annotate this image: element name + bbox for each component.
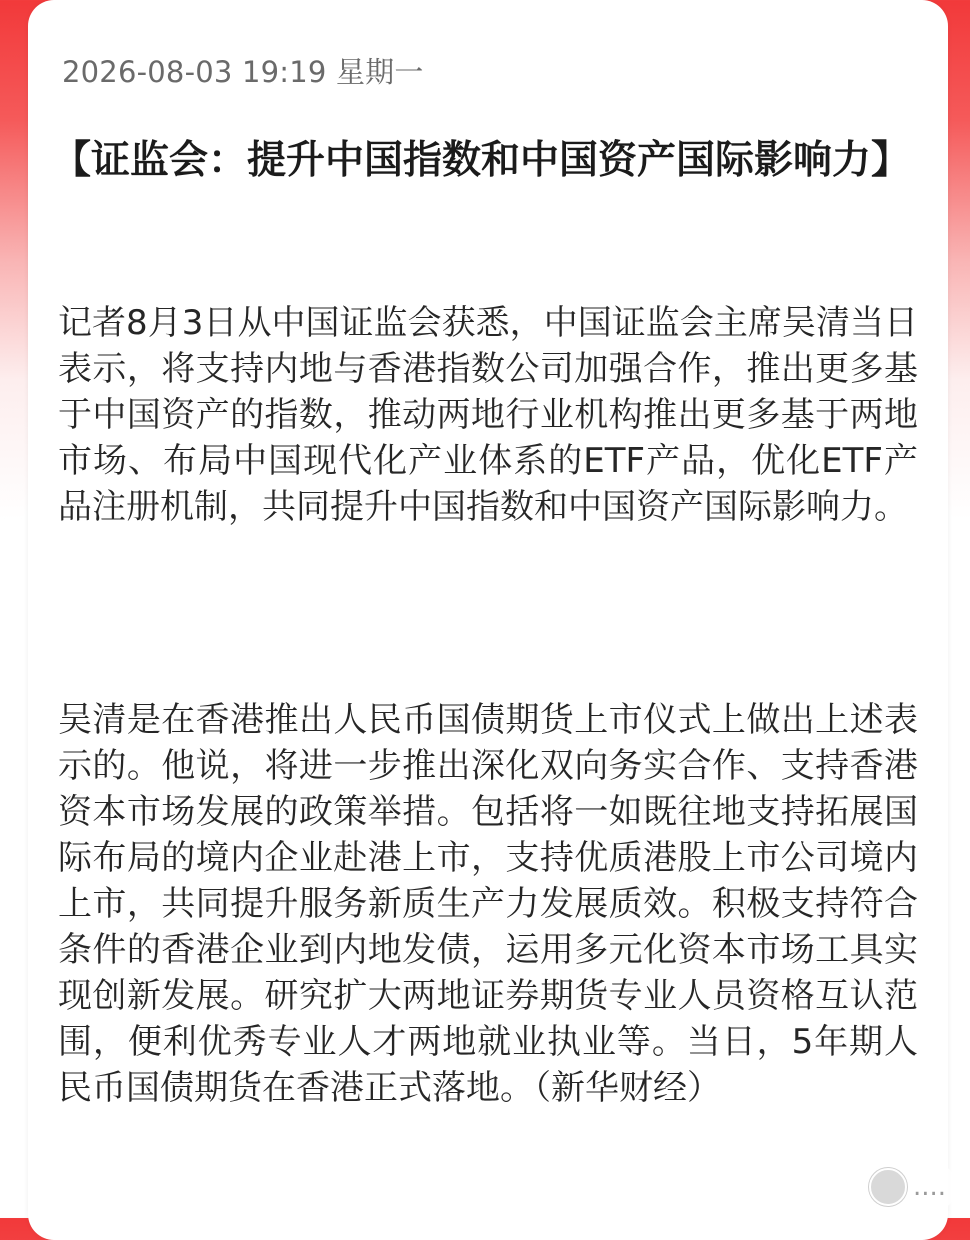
post-paragraph-2: 吴清是在香港推出人民币国债期货上市仪式上做出上述表示的。他说，将进一步推出深化双向务实合作、支持香港资本市场发展的政策举措。包括将一如既往地支持拓展国际布局的境内企业赴港上市，支持优质港股上市公司境内上市，共同提升服务新质生产力发展质效。积极支持符合条件的香港企业到内地发债，运用多元化资本市场工具实现创新发展。研究扩大两地证券期货专业人员资格互认范围，便利优秀专业人才两地就业执业等。当日，5年期人民币国债期货在香港正式落地。（新华财经） bbox=[58, 700, 918, 1108]
weibo-logo-icon bbox=[869, 1168, 907, 1206]
watermark-text: .... bbox=[912, 1172, 946, 1202]
post-timestamp: 2026-08-03 19:19 星期一 bbox=[62, 55, 424, 89]
post-paragraph-1: 记者8月3日从中国证监会获悉，中国证监会主席吴清当日表示，将支持内地与香港指数公司加强合作，推出更多基于中国资产的指数，推动两地行业机构推出更多基于两地市场、布局中国现代化产业体系的ETF产品，优化ETF产品注册机制，共同提升中国指数和中国资产国际影响力。 bbox=[58, 303, 918, 527]
watermark bbox=[859, 1162, 956, 1212]
post-headline: 【证监会：提升中国指数和中国资产国际影响力】 bbox=[52, 138, 911, 183]
post-card bbox=[28, 0, 948, 1240]
